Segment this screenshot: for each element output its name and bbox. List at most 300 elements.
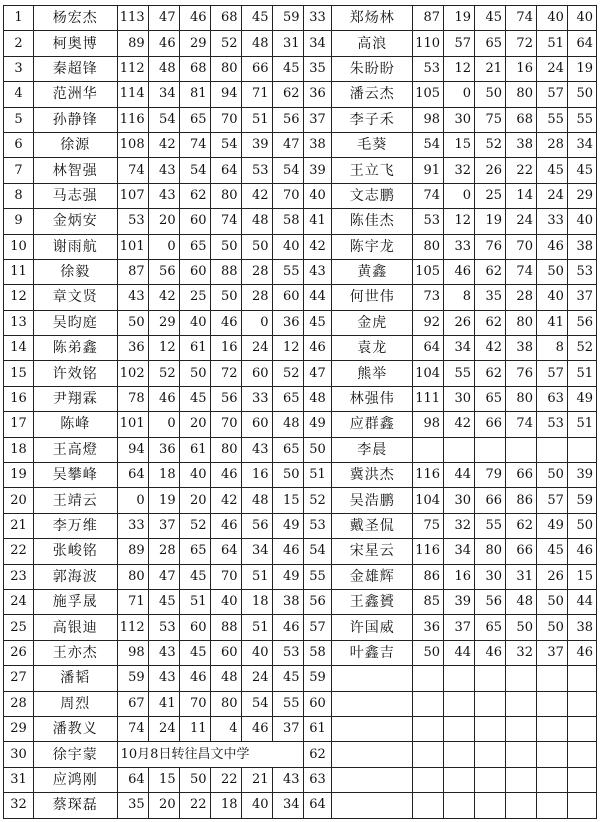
score-cell-left: 53 [272, 640, 303, 665]
score-cell-left: 47 [148, 564, 179, 589]
score-cell-right: 24 [505, 209, 536, 234]
seat-number: 45 [303, 310, 332, 335]
score-cell-left: 48 [148, 56, 179, 81]
seat-number: 52 [303, 488, 332, 513]
score-cell-left: 70 [210, 412, 241, 437]
score-cell-right: 65 [475, 31, 506, 56]
score-cell-left: 46 [210, 513, 241, 538]
score-cell-left: 50 [210, 234, 241, 259]
score-cell-left: 34 [241, 539, 272, 564]
score-cell-right: 62 [475, 310, 506, 335]
table-row [4, 6, 597, 31]
score-cell-right: 21 [475, 56, 506, 81]
student-name-right [332, 716, 413, 741]
student-name-right: 袁龙 [332, 336, 413, 361]
score-cell-right [505, 793, 536, 818]
score-cell-right [413, 666, 444, 691]
student-name-right: 文志鹏 [332, 183, 413, 208]
row-number: 11 [4, 259, 34, 284]
score-cell-right: 36 [413, 615, 444, 640]
table-row [4, 285, 597, 310]
score-cell-right: 70 [505, 234, 536, 259]
score-cell-left: 56 [148, 259, 179, 284]
score-cell-right: 30 [444, 386, 475, 411]
score-cell-left: 74 [117, 158, 148, 183]
score-cell-left: 18 [148, 463, 179, 488]
student-name-left: 陈峰 [33, 412, 117, 437]
score-cell-right: 53 [413, 56, 444, 81]
score-cell-left: 36 [148, 437, 179, 462]
score-cell-right: 64 [567, 31, 596, 56]
student-name-left: 章文贤 [33, 285, 117, 310]
row-number: 13 [4, 310, 34, 335]
score-cell-right: 15 [567, 564, 596, 589]
student-name-right: 陈佳杰 [332, 209, 413, 234]
seat-number: 35 [303, 56, 332, 81]
score-cell-left: 12 [148, 336, 179, 361]
score-cell-left: 89 [117, 539, 148, 564]
score-cell-left: 80 [210, 56, 241, 81]
score-cell-left: 46 [148, 386, 179, 411]
score-cell-right [413, 742, 444, 767]
score-cell-left: 42 [148, 132, 179, 157]
score-cell-left: 48 [241, 209, 272, 234]
table-row [4, 640, 597, 665]
table-row [4, 742, 597, 767]
student-name-left: 尹翔霖 [33, 386, 117, 411]
score-cell-right: 40 [567, 6, 596, 31]
score-cell-left: 101 [117, 234, 148, 259]
score-cell-right: 98 [413, 412, 444, 437]
score-cell-left: 88 [210, 259, 241, 284]
score-cell-right: 40 [536, 285, 567, 310]
score-cell-right: 15 [444, 132, 475, 157]
score-cell-left: 43 [148, 666, 179, 691]
score-cell-left: 40 [272, 234, 303, 259]
score-cell-right: 52 [475, 132, 506, 157]
score-cell-right: 33 [444, 234, 475, 259]
table-row [4, 437, 597, 462]
score-cell-left: 40 [179, 463, 210, 488]
score-cell-left: 108 [117, 132, 148, 157]
score-cell-right: 105 [413, 82, 444, 107]
score-cell-left: 71 [241, 82, 272, 107]
score-cell-right: 19 [567, 56, 596, 81]
score-cell-right [475, 716, 506, 741]
score-cell-left: 61 [179, 437, 210, 462]
table-row [4, 56, 597, 81]
score-cell-left: 80 [210, 183, 241, 208]
score-cell-left: 18 [210, 793, 241, 818]
score-cell-right: 49 [536, 513, 567, 538]
score-cell-left: 46 [272, 615, 303, 640]
row-number: 25 [4, 615, 34, 640]
table-row [4, 564, 597, 589]
student-name-left: 徐宇蒙 [33, 742, 117, 767]
score-cell-right: 37 [444, 615, 475, 640]
score-cell-right: 76 [505, 361, 536, 386]
score-cell-right: 66 [505, 539, 536, 564]
score-cell-right: 57 [444, 31, 475, 56]
score-cell-left: 60 [272, 285, 303, 310]
student-name-right: 王鑫贇 [332, 589, 413, 614]
score-cell-right [567, 691, 596, 716]
score-cell-left: 74 [179, 132, 210, 157]
score-cell-left: 60 [179, 259, 210, 284]
score-cell-left: 45 [148, 589, 179, 614]
score-cell-right: 80 [505, 310, 536, 335]
row-number: 3 [4, 56, 34, 81]
score-cell-left: 98 [117, 640, 148, 665]
score-cell-left: 42 [148, 285, 179, 310]
score-cell-right: 87 [413, 6, 444, 31]
score-cell-right: 111 [413, 386, 444, 411]
score-cell-left: 35 [117, 793, 148, 818]
score-cell-left: 66 [241, 56, 272, 81]
student-name-right: 宋星云 [332, 539, 413, 564]
seat-number: 40 [303, 183, 332, 208]
score-cell-left: 33 [241, 386, 272, 411]
seat-number: 36 [303, 82, 332, 107]
score-cell-right: 80 [413, 234, 444, 259]
seat-number: 59 [303, 666, 332, 691]
score-cell-right: 72 [505, 31, 536, 56]
score-cell-right: 46 [475, 640, 506, 665]
row-number: 32 [4, 793, 34, 818]
score-cell-right: 75 [475, 107, 506, 132]
score-cell-left: 80 [210, 437, 241, 462]
score-cell-right: 19 [475, 209, 506, 234]
row-number: 29 [4, 716, 34, 741]
student-name-left: 范洲华 [33, 82, 117, 107]
score-cell-right: 65 [475, 386, 506, 411]
score-cell-right: 26 [475, 158, 506, 183]
score-cell-left: 0 [148, 412, 179, 437]
student-name-right: 吴浩鹏 [332, 488, 413, 513]
score-cell-right [567, 437, 596, 462]
score-cell-right: 32 [444, 513, 475, 538]
score-cell-right [444, 716, 475, 741]
score-cell-right: 45 [536, 158, 567, 183]
score-cell-right: 86 [505, 488, 536, 513]
score-cell-right: 64 [413, 336, 444, 361]
score-cell-left: 24 [241, 666, 272, 691]
row-number: 19 [4, 463, 34, 488]
student-name-right: 许国威 [332, 615, 413, 640]
score-cell-left: 15 [272, 488, 303, 513]
score-cell-right: 55 [444, 361, 475, 386]
table-row [4, 716, 597, 741]
score-cell-left: 31 [272, 31, 303, 56]
score-cell-right: 35 [475, 285, 506, 310]
score-cell-left: 29 [148, 310, 179, 335]
score-cell-left: 52 [272, 361, 303, 386]
score-cell-right [444, 691, 475, 716]
student-name-left: 蔡琛磊 [33, 793, 117, 818]
score-cell-left: 50 [241, 234, 272, 259]
score-cell-right: 86 [413, 564, 444, 589]
score-cell-left: 46 [179, 666, 210, 691]
score-cell-right: 45 [475, 6, 506, 31]
score-cell-left: 78 [117, 386, 148, 411]
student-name-right: 金雄辉 [332, 564, 413, 589]
row-number: 4 [4, 82, 34, 107]
score-cell-right: 40 [567, 209, 596, 234]
seat-number: 56 [303, 589, 332, 614]
seat-number: 62 [303, 742, 332, 767]
score-cell-left: 49 [272, 513, 303, 538]
seat-number: 39 [303, 158, 332, 183]
score-cell-left: 64 [210, 158, 241, 183]
score-cell-left: 45 [179, 640, 210, 665]
row-number: 1 [4, 6, 34, 31]
score-cell-right: 42 [475, 336, 506, 361]
score-cell-right [536, 767, 567, 792]
score-cell-right: 74 [505, 412, 536, 437]
score-cell-left: 0 [241, 310, 272, 335]
score-cell-right: 50 [413, 640, 444, 665]
score-cell-left: 39 [241, 132, 272, 157]
student-name-left: 吴昀庭 [33, 310, 117, 335]
table-row [4, 234, 597, 259]
score-cell-right: 62 [475, 361, 506, 386]
score-cell-left: 43 [148, 640, 179, 665]
student-name-left: 郭海波 [33, 564, 117, 589]
score-cell-left: 51 [241, 615, 272, 640]
score-cell-left: 52 [210, 31, 241, 56]
score-cell-right: 14 [505, 183, 536, 208]
score-cell-right [567, 767, 596, 792]
score-cell-right: 32 [444, 158, 475, 183]
score-cell-right: 56 [567, 310, 596, 335]
score-cell-left: 40 [210, 589, 241, 614]
student-name-left: 陈弟鑫 [33, 336, 117, 361]
score-cell-left: 48 [241, 31, 272, 56]
score-cell-left: 36 [117, 336, 148, 361]
table-row [4, 158, 597, 183]
score-cell-left: 45 [179, 386, 210, 411]
score-cell-left: 46 [210, 463, 241, 488]
row-number: 20 [4, 488, 34, 513]
student-name-right [332, 691, 413, 716]
score-cell-right: 0 [444, 183, 475, 208]
seat-number: 53 [303, 513, 332, 538]
score-cell-right: 57 [536, 82, 567, 107]
table-row [4, 31, 597, 56]
score-cell-right: 92 [413, 310, 444, 335]
score-cell-left: 45 [272, 56, 303, 81]
score-cell-right [413, 716, 444, 741]
student-name-left: 潘韬 [33, 666, 117, 691]
student-name-right: 叶鑫吉 [332, 640, 413, 665]
score-cell-left: 112 [117, 615, 148, 640]
score-cell-left: 48 [241, 488, 272, 513]
score-cell-left: 62 [272, 82, 303, 107]
score-cell-right: 50 [536, 463, 567, 488]
seat-number: 54 [303, 539, 332, 564]
score-cell-left: 0 [117, 488, 148, 513]
student-name-right: 毛葵 [332, 132, 413, 157]
score-cell-left: 4 [210, 716, 241, 741]
row-number: 12 [4, 285, 34, 310]
score-cell-left: 70 [272, 183, 303, 208]
row-number: 17 [4, 412, 34, 437]
table-row [4, 488, 597, 513]
score-cell-right: 42 [444, 412, 475, 437]
score-cell-right: 25 [475, 183, 506, 208]
score-cell-right: 51 [567, 412, 596, 437]
score-cell-left: 112 [117, 56, 148, 81]
score-cell-left: 74 [210, 209, 241, 234]
score-cell-right [475, 437, 506, 462]
row-number: 15 [4, 361, 34, 386]
row-number: 5 [4, 107, 34, 132]
student-name-left: 周烈 [33, 691, 117, 716]
score-cell-left: 52 [179, 513, 210, 538]
score-cell-left: 28 [241, 259, 272, 284]
score-cell-left: 55 [272, 691, 303, 716]
score-cell-left: 15 [148, 767, 179, 792]
score-cell-left: 24 [148, 716, 179, 741]
score-cell-left: 40 [241, 640, 272, 665]
row-number: 2 [4, 31, 34, 56]
score-cell-left: 60 [241, 361, 272, 386]
student-name-right [332, 793, 413, 818]
student-name-right: 冀洪杰 [332, 463, 413, 488]
seat-number: 43 [303, 259, 332, 284]
table-row [4, 82, 597, 107]
student-name-left: 谢雨航 [33, 234, 117, 259]
score-cell-left: 80 [210, 691, 241, 716]
score-cell-left: 94 [210, 82, 241, 107]
score-cell-left: 37 [148, 513, 179, 538]
score-cell-left: 11 [179, 716, 210, 741]
score-cell-right: 39 [444, 589, 475, 614]
score-cell-left: 47 [148, 6, 179, 31]
seat-number: 33 [303, 6, 332, 31]
score-cell-right: 24 [536, 183, 567, 208]
score-cell-left: 46 [241, 716, 272, 741]
table-row [4, 310, 597, 335]
score-cell-left: 50 [210, 285, 241, 310]
student-name-right: 李晨 [332, 437, 413, 462]
score-cell-right: 55 [536, 107, 567, 132]
score-cell-left: 45 [272, 666, 303, 691]
score-cell-left: 46 [210, 310, 241, 335]
seat-number: 58 [303, 640, 332, 665]
score-cell-right: 105 [413, 259, 444, 284]
score-cell-left: 101 [117, 412, 148, 437]
student-name-left: 吴攀峰 [33, 463, 117, 488]
student-name-right: 郑炀林 [332, 6, 413, 31]
score-cell-right: 104 [413, 361, 444, 386]
score-cell-left: 65 [179, 234, 210, 259]
student-name-right: 林强伟 [332, 386, 413, 411]
seat-number: 42 [303, 234, 332, 259]
table-row [4, 691, 597, 716]
score-cell-right: 38 [505, 336, 536, 361]
score-cell-left: 22 [210, 767, 241, 792]
score-cell-left: 29 [179, 31, 210, 56]
score-cell-right: 73 [413, 285, 444, 310]
score-cell-left: 60 [241, 412, 272, 437]
student-name-left: 杨宏杰 [33, 6, 117, 31]
score-cell-right: 50 [536, 589, 567, 614]
score-cell-left: 94 [117, 437, 148, 462]
score-cell-right: 46 [444, 259, 475, 284]
score-cell-left: 53 [117, 209, 148, 234]
score-cell-right: 74 [413, 183, 444, 208]
score-cell-left: 51 [241, 107, 272, 132]
score-cell-right [505, 767, 536, 792]
score-cell-left: 70 [210, 107, 241, 132]
score-cell-left: 81 [179, 82, 210, 107]
score-cell-right [475, 742, 506, 767]
row-number: 30 [4, 742, 34, 767]
seat-number: 41 [303, 209, 332, 234]
score-cell-right: 34 [444, 539, 475, 564]
student-name-left: 应鸿刚 [33, 767, 117, 792]
score-cell-right: 44 [567, 589, 596, 614]
score-cell-right: 30 [444, 107, 475, 132]
score-cell-right [505, 666, 536, 691]
score-cell-right: 46 [567, 539, 596, 564]
table-row [4, 336, 597, 361]
score-cell-right: 62 [475, 259, 506, 284]
score-cell-left: 54 [241, 691, 272, 716]
student-name-left: 马志强 [33, 183, 117, 208]
score-cell-right: 29 [567, 183, 596, 208]
score-cell-left: 24 [241, 336, 272, 361]
score-cell-right: 116 [413, 539, 444, 564]
table-row [4, 132, 597, 157]
score-cell-right: 16 [444, 564, 475, 589]
student-name-left: 李万维 [33, 513, 117, 538]
score-cell-right: 110 [413, 31, 444, 56]
score-cell-right: 12 [444, 209, 475, 234]
score-cell-right: 37 [536, 640, 567, 665]
student-name-left: 王靖云 [33, 488, 117, 513]
score-cell-left: 0 [148, 234, 179, 259]
score-cell-right: 31 [505, 564, 536, 589]
score-cell-right [505, 691, 536, 716]
student-name-left: 许效铭 [33, 361, 117, 386]
score-cell-right: 44 [444, 640, 475, 665]
score-cell-left: 43 [148, 183, 179, 208]
row-number: 24 [4, 589, 34, 614]
score-cell-right: 46 [536, 234, 567, 259]
student-name-right: 应群鑫 [332, 412, 413, 437]
score-cell-right [536, 742, 567, 767]
score-cell-right: 68 [505, 107, 536, 132]
score-cell-left: 65 [272, 437, 303, 462]
score-cell-left: 54 [179, 158, 210, 183]
score-cell-right [505, 742, 536, 767]
score-cell-left: 37 [272, 716, 303, 741]
score-cell-right: 62 [505, 513, 536, 538]
score-cell-right: 57 [536, 488, 567, 513]
score-cell-right: 38 [505, 132, 536, 157]
score-table [3, 5, 597, 819]
student-name-right: 熊举 [332, 361, 413, 386]
student-name-right: 潘云杰 [332, 82, 413, 107]
score-cell-left: 58 [272, 209, 303, 234]
seat-number: 46 [303, 336, 332, 361]
score-cell-right: 30 [444, 488, 475, 513]
score-cell-left: 65 [179, 107, 210, 132]
score-cell-right: 26 [536, 564, 567, 589]
score-cell-right: 34 [567, 132, 596, 157]
